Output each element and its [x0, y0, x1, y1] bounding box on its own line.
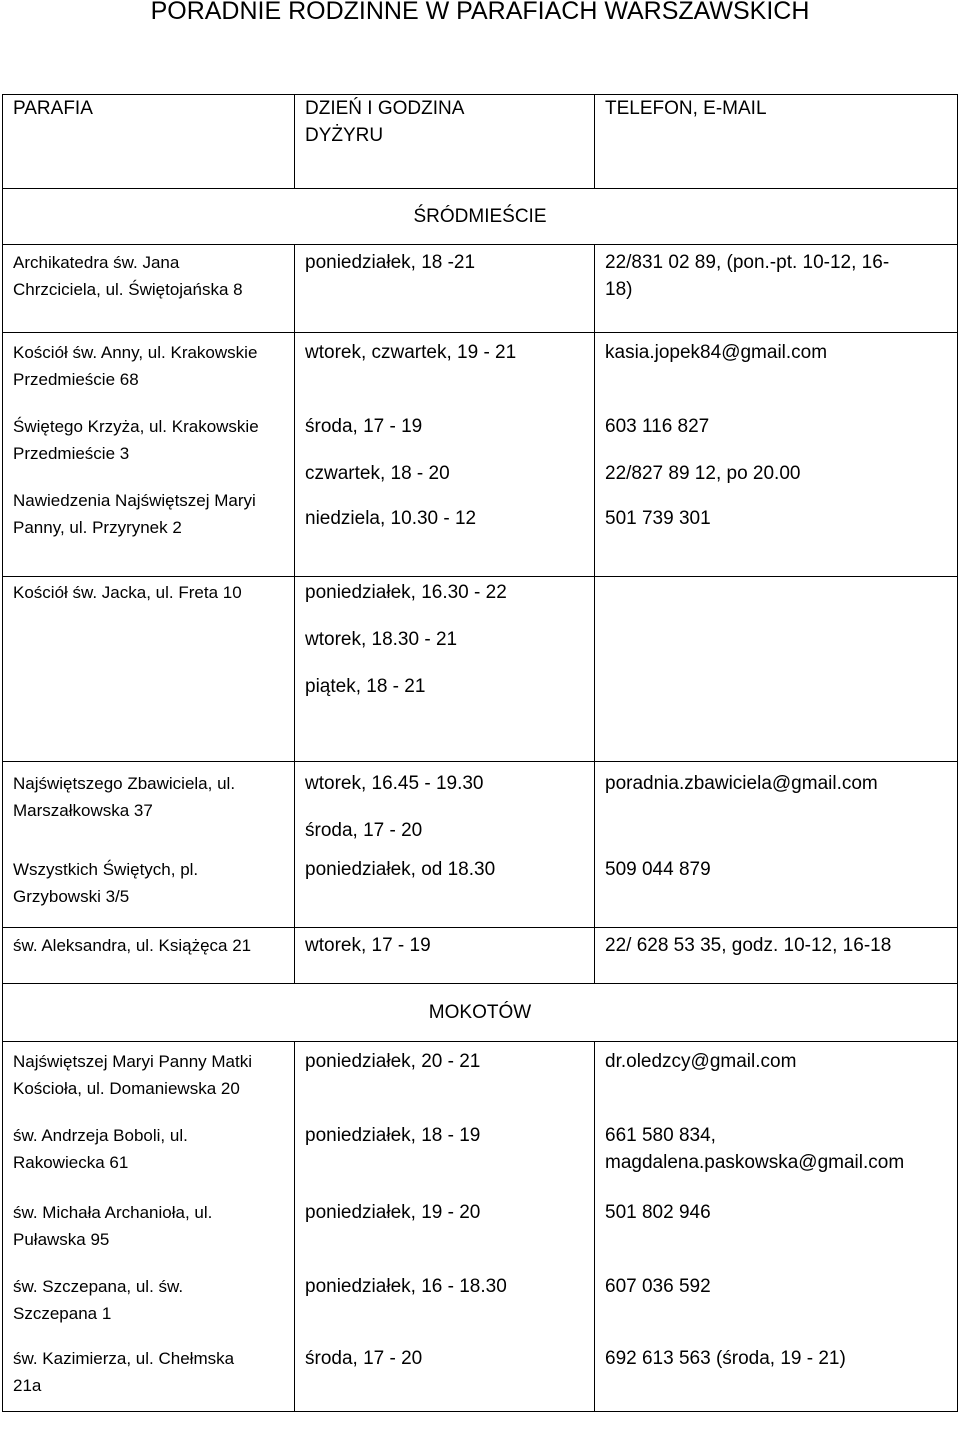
- page-title: PORADNIE RODZINNE W PARAFIACH WARSZAWSKICH: [150, 0, 810, 25]
- parish-line: 21a: [13, 1376, 42, 1395]
- hours-line: poniedziałek, 16 - 18.30: [305, 1276, 507, 1297]
- contact-line: 509 044 879: [605, 859, 711, 880]
- hours-line: poniedziałek, 18 -21: [305, 252, 476, 273]
- table-header-row: [3, 95, 958, 189]
- hours-cell: [295, 333, 595, 577]
- hours-line: środa, 17 - 19: [305, 416, 423, 437]
- section-row-srodmiescie: [3, 189, 958, 245]
- section-label-mokotow: MOKOTÓW: [428, 1002, 532, 1023]
- hours-line: czwartek, 18 - 20: [305, 463, 450, 484]
- section-heading-mokotow: [3, 984, 958, 1042]
- parish-table: [2, 94, 958, 1412]
- parish-line: św. Andrzeja Boboli, ul.: [13, 1126, 188, 1145]
- hours-line: poniedziałek, 20 - 21: [305, 1051, 481, 1072]
- contact-line: 22/831 02 89, (pon.-pt. 10-12, 16-: [605, 252, 890, 273]
- contact-line: 607 036 592: [605, 1276, 711, 1297]
- contact-cell: [595, 928, 958, 984]
- parish-line: Puławska 95: [13, 1230, 110, 1249]
- parish-cell: [3, 577, 295, 762]
- hours-line: poniedziałek, 18 - 19: [305, 1125, 481, 1146]
- parish-line: św. Szczepana, ul. św.: [13, 1277, 184, 1296]
- hours-line: środa, 17 - 20: [305, 820, 423, 841]
- parish-line: Rakowiecka 61: [13, 1153, 129, 1172]
- hours-line: wtorek, czwartek, 19 - 21: [305, 342, 517, 363]
- hours-line: poniedziałek, 16.30 - 22: [305, 582, 507, 603]
- section-row-mokotow: [3, 984, 958, 1042]
- table-row-group: [3, 1042, 958, 1412]
- contact-line: 661 580 834,: [605, 1125, 716, 1146]
- contact-line: dr.oledzcy@gmail.com: [605, 1051, 797, 1072]
- parish-line: Najświętszego Zbawiciela, ul.: [13, 774, 236, 793]
- header-parish-label: PARAFIA: [13, 98, 93, 119]
- parish-line: Kościoła, ul. Domaniewska 20: [13, 1079, 240, 1098]
- contact-line: 692 613 563 (środa, 19 - 21): [605, 1348, 846, 1369]
- contact-cell: [595, 333, 958, 577]
- contact-line: poradnia.zbawiciela@gmail.com: [605, 773, 878, 794]
- hours-line: wtorek, 17 - 19: [305, 935, 431, 956]
- section-label-srodmiescie: ŚRÓDMIEŚCIE: [413, 206, 547, 227]
- table-row: [3, 928, 958, 984]
- header-parish: [3, 95, 295, 189]
- table-row-group: [3, 333, 958, 577]
- contact-line: 501 802 946: [605, 1202, 711, 1223]
- hours-line: środa, 17 - 20: [305, 1348, 423, 1369]
- contact-line: kasia.jopek84@gmail.com: [605, 342, 828, 363]
- parish-line: św. Aleksandra, ul. Książęca 21: [13, 936, 252, 955]
- table-row: [3, 245, 958, 333]
- hours-cell: [295, 762, 595, 928]
- hours-line: piątek, 18 - 21: [305, 676, 426, 697]
- parish-line: Grzybowski 3/5: [13, 887, 130, 906]
- parish-line: Przedmieście 68: [13, 370, 139, 389]
- contact-cell: [595, 245, 958, 333]
- table-row: [3, 577, 958, 762]
- parish-line: Kościół św. Jacka, ul. Freta 10: [13, 583, 242, 602]
- parish-line: Archikatedra św. Jana: [13, 253, 180, 272]
- parish-line: Panny, ul. Przyrynek 2: [13, 518, 182, 537]
- header-contact-label: TELEFON, E-MAIL: [605, 98, 767, 119]
- header-contact: [595, 95, 958, 189]
- hours-line: poniedziałek, od 18.30: [305, 859, 496, 880]
- contact-cell: [595, 762, 958, 928]
- parish-line: Wszystkich Świętych, pl.: [13, 860, 199, 879]
- contact-line: 603 116 827: [605, 416, 710, 437]
- parish-line: Świętego Krzyża, ul. Krakowskie: [13, 417, 259, 436]
- contact-line: 22/827 89 12, po 20.00: [605, 463, 801, 484]
- parish-line: Chrzciciela, ul. Świętojańska 8: [13, 280, 243, 299]
- hours-line: niedziela, 10.30 - 12: [305, 508, 477, 529]
- hours-cell: [295, 577, 595, 762]
- parish-cell: [3, 1042, 295, 1412]
- parish-line: Najświętszej Maryi Panny Matki: [13, 1052, 253, 1071]
- section-heading-srodmiescie: [3, 189, 958, 245]
- hours-cell: [295, 928, 595, 984]
- header-hours: [295, 95, 595, 189]
- parish-line: Przedmieście 3: [13, 444, 130, 463]
- parish-line: Marszałkowska 37: [13, 801, 153, 820]
- parish-cell: [3, 245, 295, 333]
- table-row-group: [3, 762, 958, 928]
- parish-line: Nawiedzenia Najświętszej Maryi: [13, 491, 256, 510]
- hours-line: wtorek, 18.30 - 21: [305, 629, 458, 650]
- parish-line: Szczepana 1: [13, 1304, 112, 1323]
- contact-line: 22/ 628 53 35, godz. 10-12, 16-18: [605, 935, 892, 956]
- contact-line: magdalena.paskowska@gmail.com: [605, 1152, 905, 1173]
- contact-cell: [595, 1042, 958, 1412]
- parish-cell: [3, 333, 295, 577]
- parish-cell: [3, 928, 295, 984]
- parish-line: św. Kazimierza, ul. Chełmska: [13, 1349, 235, 1368]
- hours-cell: [295, 245, 595, 333]
- header-hours-line1: DZIEŃ I GODZINA: [305, 98, 465, 119]
- hours-line: wtorek, 16.45 - 19.30: [305, 773, 484, 794]
- hours-cell: [295, 1042, 595, 1412]
- header-hours-line2: DYŻYRU: [305, 125, 384, 146]
- contact-line: 501 739 301: [605, 508, 711, 529]
- parish-cell: [3, 762, 295, 928]
- contact-cell: [595, 577, 958, 762]
- contact-line: 18): [605, 279, 633, 300]
- parish-line: św. Michała Archanioła, ul.: [13, 1203, 213, 1222]
- hours-line: poniedziałek, 19 - 20: [305, 1202, 481, 1223]
- parish-line: Kościół św. Anny, ul. Krakowskie: [13, 343, 258, 362]
